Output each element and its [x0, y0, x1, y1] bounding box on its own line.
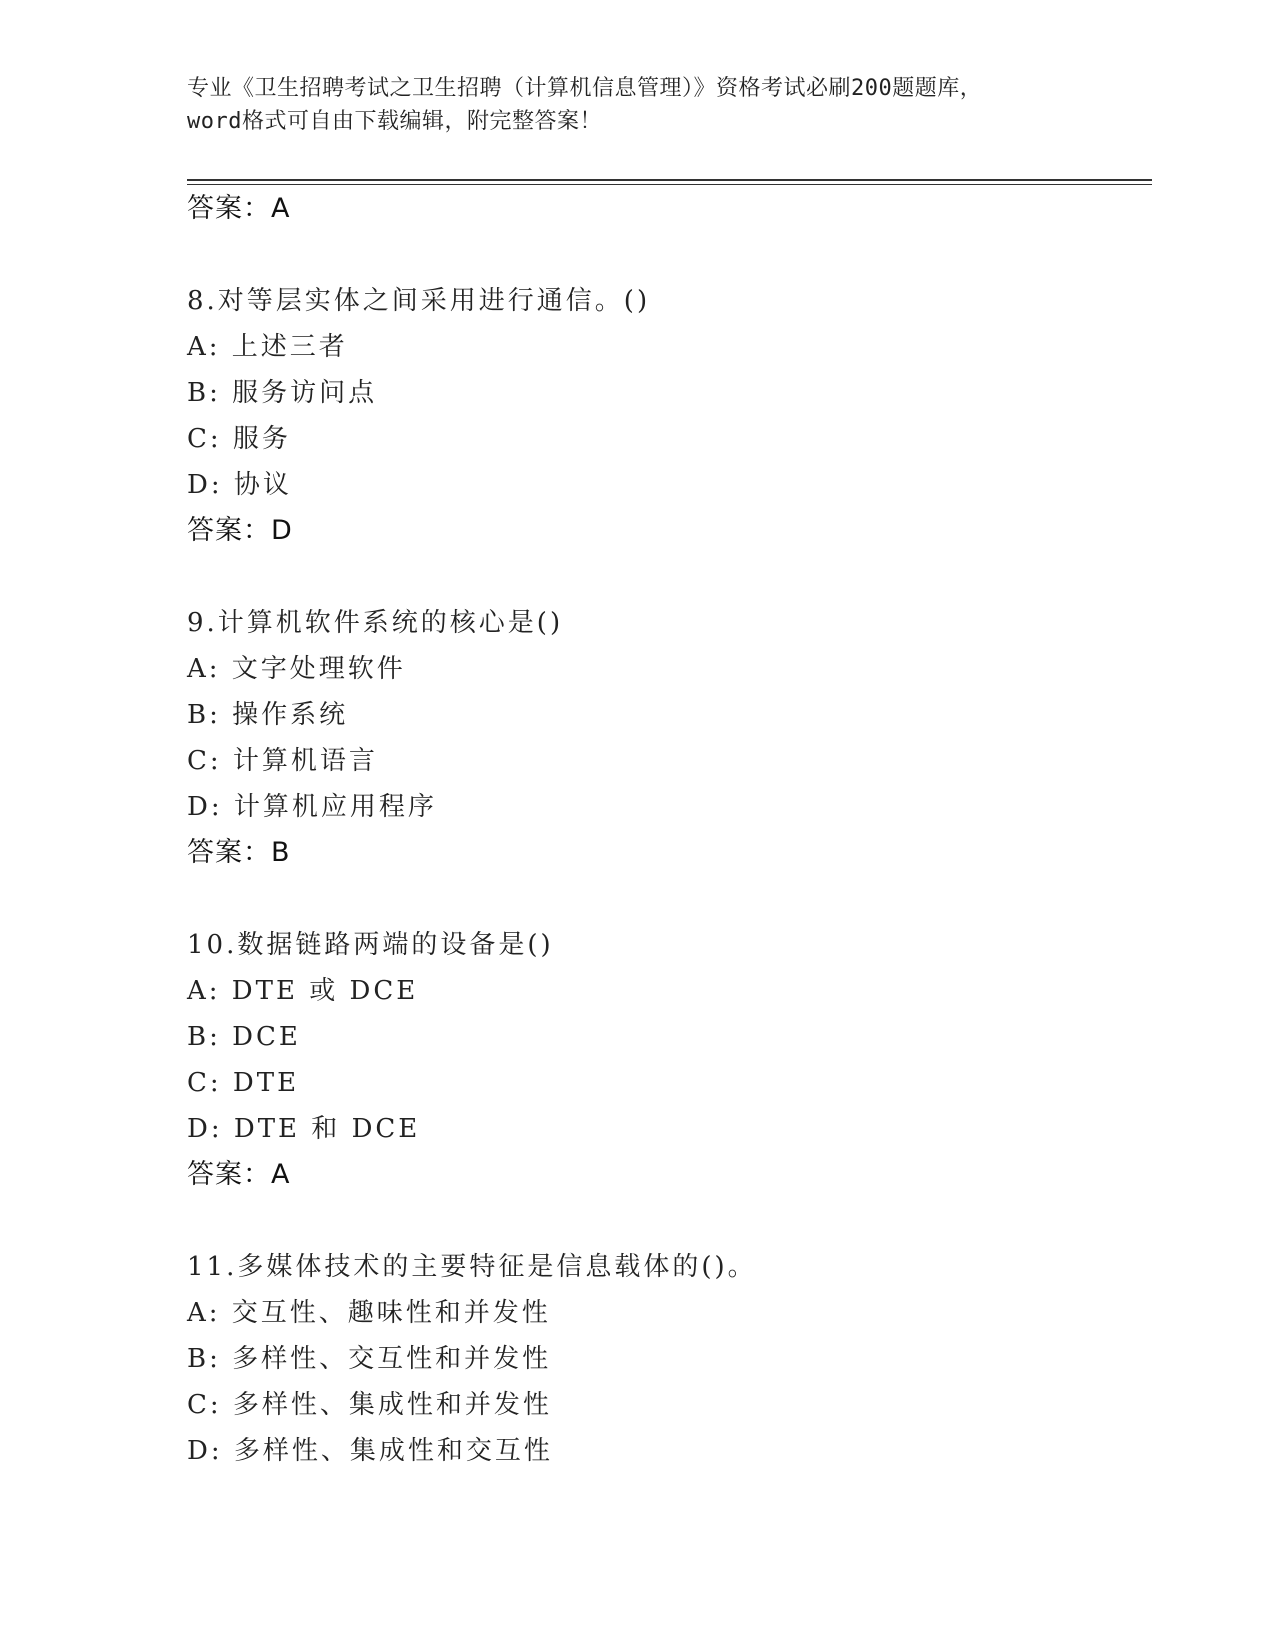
option-c: C: DTE — [187, 1068, 300, 1098]
option-d: D: 协议 — [187, 470, 292, 500]
header-divider-thick — [187, 179, 1152, 181]
question-stem: 11.多媒体技术的主要特征是信息载体的()。 — [187, 1252, 757, 1282]
question-10 — [187, 922, 1147, 1198]
answer-label: 答案：A — [187, 1159, 291, 1190]
option-a: A: 交互性、趣味性和并发性 — [187, 1298, 551, 1328]
option-b: B: 服务访问点 — [187, 378, 378, 408]
question-9 — [187, 600, 1147, 876]
option-c: C: 多样性、集成性和并发性 — [187, 1390, 552, 1420]
option-a: A: DTE 或 DCE — [187, 976, 419, 1006]
header-title-line-1: 专业《卫生招聘考试之卫生招聘（计算机信息管理）》资格考试必刷200题题库， — [187, 76, 983, 101]
question-stem: 8.对等层实体之间采用进行通信。() — [187, 286, 651, 316]
header-divider-thin — [187, 184, 1152, 185]
question-stem: 9.计算机软件系统的核心是() — [187, 608, 564, 638]
answer-label: 答案：D — [187, 515, 293, 546]
option-b: B: 操作系统 — [187, 700, 349, 730]
option-b: B: DCE — [187, 1022, 301, 1052]
question-stem: 10.数据链路两端的设备是() — [187, 930, 554, 960]
question-8 — [187, 278, 1147, 554]
header-title-line-2: word格式可自由下载编辑，附完整答案！ — [187, 109, 602, 134]
option-a: A: 文字处理软件 — [187, 654, 406, 684]
spacer — [187, 1198, 1147, 1244]
previous-answer: 答案：A — [187, 193, 291, 224]
spacer — [187, 232, 1147, 278]
question-list — [187, 186, 1147, 1474]
option-c: C: 计算机语言 — [187, 746, 378, 776]
option-d: D: 计算机应用程序 — [187, 792, 437, 822]
question-11 — [187, 1244, 1147, 1474]
answer-label: 答案：B — [187, 837, 291, 868]
option-a: A: 上述三者 — [187, 332, 348, 362]
option-d: D: DTE 和 DCE — [187, 1114, 421, 1144]
option-c: C: 服务 — [187, 424, 291, 454]
option-b: B: 多样性、交互性和并发性 — [187, 1344, 552, 1374]
document-header — [187, 72, 1087, 138]
spacer — [187, 876, 1147, 922]
option-d: D: 多样性、集成性和交互性 — [187, 1436, 553, 1466]
spacer — [187, 554, 1147, 600]
